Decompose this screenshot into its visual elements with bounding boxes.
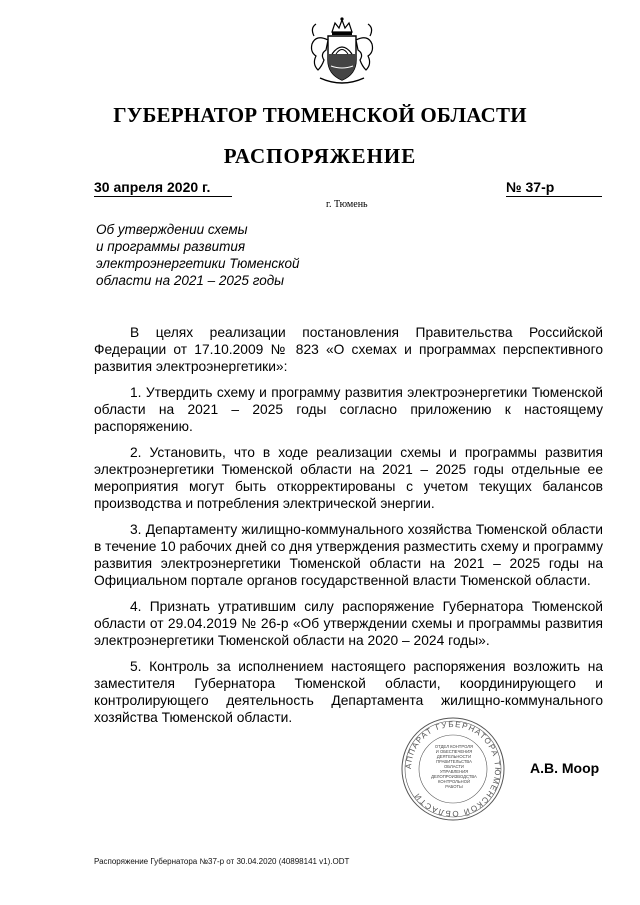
stamp-line: ОТДЕЛ КОНТРОЛЯ	[434, 744, 474, 749]
subject-line: электроэнергетики Тюменской	[96, 256, 300, 271]
coat-of-arms-emblem	[302, 14, 382, 88]
document-body	[94, 324, 603, 735]
issuing-authority-heading: ГУБЕРНАТОР ТЮМЕНСКОЙ ОБЛАСТИ	[113, 103, 527, 127]
stamp-ring-text: АППАРАТ ГУБЕРНАТОРА ТЮМЕНСКОЙ ОБЛАСТИ	[403, 719, 503, 819]
stamp-line: ДЕЯТЕЛЬНОСТИ	[436, 754, 472, 759]
stamp-line: КОНТРОЛЬНОЙ	[438, 779, 470, 784]
stamp-center-text	[429, 744, 479, 789]
document-type-heading: РАСПОРЯЖЕНИЕ	[223, 144, 417, 168]
document-footer: Распоряжение Губернатора №37-р от 30.04.2020 (40898141 v1).ODT	[94, 857, 350, 866]
stamp-line: ПРАВИТЕЛЬСТВА ОБЛАСТИ	[436, 759, 472, 769]
preamble-paragraph: В целях реализации постановления Правительства Российской Федерации от 17.10.2009 № 823 «О схемах и программах перспективного развития электроэнергетики»:	[94, 325, 603, 374]
clause-paragraph: 1. Утвердить схему и программу развития электроэнергетики Тюменской области на 2021 – 2025 годы согласно приложению к настоящему распоряжению.	[94, 385, 603, 434]
stamp-line: УПРАВЛЕНИЯ	[439, 769, 469, 774]
clause-paragraph: 4. Признать утратившим силу распоряжение Губернатора Тюменской области от 29.04.2019 № 26-р «Об утверждении схемы и программы развития электроэнергетики Тюменской области на 2020 – 2024 годы».	[94, 599, 603, 648]
stamp-line: РАБОТЫ	[445, 784, 463, 789]
document-number: № 37-р	[506, 179, 602, 197]
clause-paragraph: 2. Установить, что в ходе реализации схемы и программы развития электроэнергетики Тюменской области на 2021 – 2025 годы отдельные ее мероприятия могут быть откорректированы с учетом текущих балансов производства и потребления электрической энергии.	[94, 445, 603, 511]
subject-line: области на 2021 – 2025 годы	[96, 273, 285, 288]
subject-line: и программы развития	[96, 239, 246, 254]
document-date: 30 апреля 2020 г.	[94, 179, 232, 197]
document-city: г. Тюмень	[326, 199, 368, 210]
document-subject	[96, 221, 336, 289]
stamp-line: ДЕЛОПРОИЗВОДСТВА	[431, 774, 477, 779]
subject-line: Об утверждении схемы	[96, 222, 248, 237]
clause-paragraph: 3. Департаменту жилищно-коммунального хозяйства Тюменской области в течение 10 рабочих дней со дня утверждения разместить схему и программу развития электроэнергетики Тюменской области на 2021 – 2025 годы на Официальном портале органов государственной власти Тюменской области.	[94, 522, 603, 588]
signatory-name: А.В. Моор	[530, 760, 600, 776]
stamp-line: И ОБЕСПЕЧЕНИЯ	[435, 749, 473, 754]
clause-paragraph: 5. Контроль за исполнением настоящего распоряжения возложить на заместителя Губернатора Тюменской области, координирующего и контролирующего деятельность Департамента жилищно-коммунального хозяйства Тюменской области.	[94, 659, 603, 725]
